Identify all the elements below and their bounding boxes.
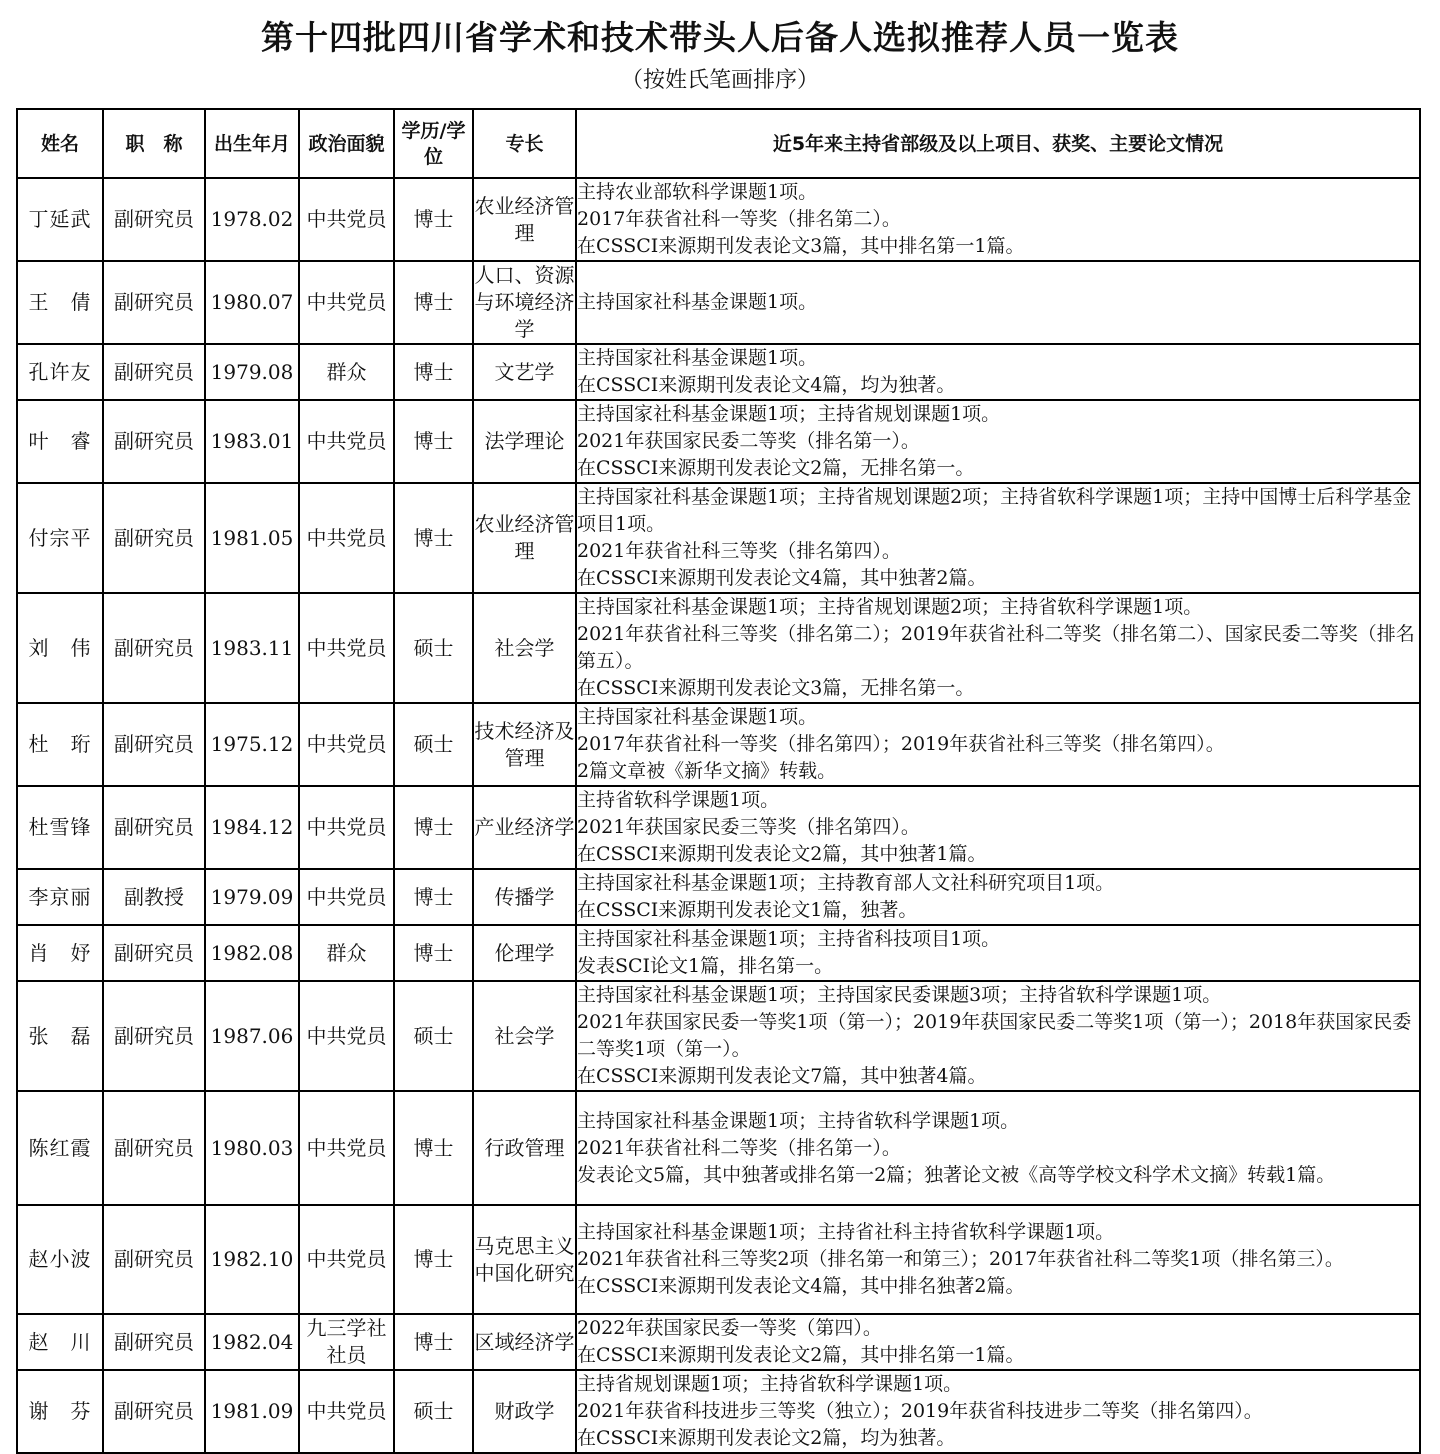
cell-political: 中共党员 [299, 261, 394, 344]
cell-specialty: 行政管理 [473, 1091, 576, 1205]
table-row [17, 1205, 1420, 1314]
detail-line: 主持国家社科基金课题1项；主持省规划课题1项。 [577, 403, 1001, 425]
cell-political: 中共党员 [299, 981, 394, 1091]
cell-title: 副研究员 [103, 1205, 205, 1314]
cell-details [576, 981, 1420, 1091]
detail-line: 2017年获省社科一等奖（排名第二）。 [577, 208, 901, 230]
detail-line: 主持省规划课题1项；主持省软科学课题1项。 [577, 1373, 963, 1395]
table-header-row [17, 109, 1420, 178]
cell-political: 中共党员 [299, 869, 394, 925]
cell-degree: 博士 [394, 1091, 473, 1205]
cell-details [576, 178, 1420, 261]
cell-specialty: 人口、资源与环境经济学 [473, 261, 576, 344]
detail-line: 在CSSCI来源期刊发表论文4篇，均为独著。 [577, 374, 956, 396]
cell-specialty: 农业经济管理 [473, 483, 576, 593]
header-specialty: 专长 [473, 109, 576, 178]
detail-line: 主持国家社科基金课题1项。 [577, 291, 818, 313]
cell-name: 刘 伟 [17, 593, 103, 703]
detail-line: 主持省软科学课题1项。 [577, 789, 780, 811]
cell-degree: 博士 [394, 869, 473, 925]
table-row [17, 344, 1420, 400]
document-subtitle: （按姓氏笔画排序） [620, 68, 819, 93]
detail-line: 2021年获国家民委三等奖（排名第四）。 [577, 816, 920, 838]
cell-specialty: 农业经济管理 [473, 178, 576, 261]
cell-name: 付宗平 [17, 483, 103, 593]
cell-degree: 博士 [394, 925, 473, 981]
cell-birth: 1981.09 [205, 1370, 299, 1453]
detail-line: 在CSSCI来源期刊发表论文1篇，独著。 [577, 899, 918, 921]
detail-line: 在CSSCI来源期刊发表论文7篇，其中独著4篇。 [577, 1065, 987, 1087]
cell-title: 副研究员 [103, 400, 205, 483]
detail-line: 2篇文章被《新华文摘》转载。 [577, 760, 837, 782]
cell-specialty: 法学理论 [473, 400, 576, 483]
cell-title: 副研究员 [103, 483, 205, 593]
cell-name: 赵小波 [17, 1205, 103, 1314]
cell-specialty: 伦理学 [473, 925, 576, 981]
cell-degree: 博士 [394, 400, 473, 483]
detail-line: 2021年获省社科三等奖（排名第二）；2019年获省社科二等奖（排名第二）、国家民委二等奖（排名第五）。 [577, 623, 1415, 672]
cell-details [576, 400, 1420, 483]
cell-political: 中共党员 [299, 1205, 394, 1314]
cell-details [576, 869, 1420, 925]
cell-birth: 1983.11 [205, 593, 299, 703]
table-row [17, 178, 1420, 261]
cell-details [576, 344, 1420, 400]
cell-specialty: 财政学 [473, 1370, 576, 1453]
cell-birth: 1978.02 [205, 178, 299, 261]
cell-title: 副研究员 [103, 344, 205, 400]
cell-title: 副研究员 [103, 786, 205, 869]
cell-birth: 1987.06 [205, 981, 299, 1091]
detail-line: 2017年获省社科一等奖（排名第四）；2019年获省社科三等奖（排名第四）。 [577, 733, 1225, 755]
cell-name: 陈红霞 [17, 1091, 103, 1205]
header-name: 姓名 [17, 109, 103, 178]
table-row [17, 703, 1420, 786]
table-row [17, 261, 1420, 344]
detail-line: 在CSSCI来源期刊发表论文2篇，无排名第一。 [577, 457, 975, 479]
detail-line: 在CSSCI来源期刊发表论文4篇，其中独著2篇。 [577, 567, 987, 589]
table-row [17, 786, 1420, 869]
cell-birth: 1979.08 [205, 344, 299, 400]
cell-details [576, 261, 1420, 344]
cell-specialty: 技术经济及管理 [473, 703, 576, 786]
cell-birth: 1982.08 [205, 925, 299, 981]
cell-title: 副研究员 [103, 1314, 205, 1370]
cell-title: 副研究员 [103, 593, 205, 703]
cell-degree: 博士 [394, 261, 473, 344]
detail-line: 在CSSCI来源期刊发表论文4篇，其中排名独著2篇。 [577, 1275, 1025, 1297]
cell-birth: 1983.01 [205, 400, 299, 483]
cell-specialty: 马克思主义中国化研究 [473, 1205, 576, 1314]
cell-degree: 硕士 [394, 1370, 473, 1453]
cell-degree: 硕士 [394, 703, 473, 786]
cell-political: 中共党员 [299, 1370, 394, 1453]
cell-name: 丁延武 [17, 178, 103, 261]
cell-political: 中共党员 [299, 1091, 394, 1205]
cell-political: 中共党员 [299, 703, 394, 786]
detail-line: 主持国家社科基金课题1项；主持省软科学课题1项。 [577, 1109, 1020, 1132]
cell-birth: 1981.05 [205, 483, 299, 593]
cell-details [576, 925, 1420, 981]
cell-name: 杜 珩 [17, 703, 103, 786]
cell-political: 中共党员 [299, 178, 394, 261]
detail-line: 主持国家社科基金课题1项；主持省社科主持省软科学课题1项。 [577, 1221, 1115, 1243]
cell-political: 中共党员 [299, 786, 394, 869]
detail-line: 主持国家社科基金课题1项。 [577, 347, 818, 369]
cell-title: 副研究员 [103, 178, 205, 261]
detail-line: 2021年获省社科二等奖（排名第一）。 [577, 1136, 901, 1159]
detail-line: 主持国家社科基金课题1项；主持省规划课题2项；主持省软科学课题1项。 [577, 596, 1203, 618]
header-birth: 出生年月 [205, 109, 299, 178]
cell-birth: 1984.12 [205, 786, 299, 869]
detail-line: 2022年获国家民委一等奖（第四）。 [577, 1317, 882, 1339]
cell-birth: 1975.12 [205, 703, 299, 786]
cell-title: 副研究员 [103, 703, 205, 786]
cell-degree: 博士 [394, 1205, 473, 1314]
cell-degree: 博士 [394, 344, 473, 400]
table-row [17, 593, 1420, 703]
cell-title: 副研究员 [103, 981, 205, 1091]
cell-name: 谢 芬 [17, 1370, 103, 1453]
detail-line: 主持农业部软科学课题1项。 [577, 181, 818, 203]
cell-degree: 博士 [394, 1314, 473, 1370]
detail-line: 在CSSCI来源期刊发表论文2篇，其中排名第一1篇。 [577, 1344, 1025, 1366]
cell-political: 九三学社社员 [299, 1314, 394, 1370]
cell-name: 肖 妤 [17, 925, 103, 981]
detail-line: 主持国家社科基金课题1项；主持省科技项目1项。 [577, 928, 1001, 950]
cell-specialty: 传播学 [473, 869, 576, 925]
cell-details [576, 786, 1420, 869]
cell-birth: 1979.09 [205, 869, 299, 925]
cell-title: 副研究员 [103, 261, 205, 344]
cell-degree: 博士 [394, 483, 473, 593]
cell-details [576, 1091, 1420, 1205]
cell-details [576, 703, 1420, 786]
table-row [17, 981, 1420, 1091]
detail-line: 发表SCI论文1篇，排名第一。 [577, 955, 834, 977]
detail-line: 2021年获省社科三等奖（排名第四）。 [577, 540, 901, 562]
cell-name: 王 倩 [17, 261, 103, 344]
cell-political: 群众 [299, 925, 394, 981]
cell-name: 杜雪锋 [17, 786, 103, 869]
table-row [17, 1314, 1420, 1370]
cell-political: 中共党员 [299, 483, 394, 593]
cell-details [576, 593, 1420, 703]
cell-name: 李京丽 [17, 869, 103, 925]
header-political: 政治面貌 [299, 109, 394, 178]
detail-line: 主持国家社科基金课题1项；主持教育部人文社科研究项目1项。 [577, 872, 1115, 894]
cell-birth: 1982.10 [205, 1205, 299, 1314]
header-details: 近5年来主持省部级及以上项目、获奖、主要论文情况 [576, 109, 1420, 178]
detail-line: 在CSSCI来源期刊发表论文3篇，其中排名第一1篇。 [577, 235, 1025, 257]
cell-specialty: 产业经济学 [473, 786, 576, 869]
detail-line: 主持国家社科基金课题1项；主持省规划课题2项；主持省软科学课题1项；主持中国博士后科学基金项目1项。 [577, 486, 1412, 535]
detail-line: 2021年获国家民委二等奖（排名第一）。 [577, 430, 920, 452]
detail-line: 在CSSCI来源期刊发表论文3篇，无排名第一。 [577, 677, 975, 699]
cell-specialty: 社会学 [473, 981, 576, 1091]
detail-line: 2021年获省科技进步三等奖（独立）；2019年获省科技进步二等奖（排名第四）。 [577, 1400, 1263, 1422]
candidate-table [16, 108, 1421, 1454]
cell-details [576, 1370, 1420, 1453]
cell-degree: 博士 [394, 786, 473, 869]
detail-line: 在CSSCI来源期刊发表论文2篇，均为独著。 [577, 1427, 956, 1449]
cell-specialty: 文艺学 [473, 344, 576, 400]
detail-line: 主持国家社科基金课题1项；主持国家民委课题3项；主持省软科学课题1项。 [577, 984, 1222, 1006]
cell-degree: 博士 [394, 178, 473, 261]
cell-title: 副教授 [103, 869, 205, 925]
cell-specialty: 区域经济学 [473, 1314, 576, 1370]
cell-degree: 硕士 [394, 981, 473, 1091]
cell-birth: 1980.03 [205, 1091, 299, 1205]
detail-line: 发表论文5篇，其中独著或排名第一2篇；独著论文被《高等学校文科学术文摘》转载1篇。 [577, 1163, 1336, 1186]
table-row [17, 869, 1420, 925]
table-row [17, 1370, 1420, 1453]
cell-name: 张 磊 [17, 981, 103, 1091]
header-degree: 学历/学位 [394, 109, 473, 178]
cell-specialty: 社会学 [473, 593, 576, 703]
document-title: 第十四批四川省学术和技术带头人后备人选拟推荐人员一览表 [261, 18, 1179, 57]
cell-name: 叶 睿 [17, 400, 103, 483]
detail-line: 主持国家社科基金课题1项。 [577, 706, 818, 728]
detail-line: 在CSSCI来源期刊发表论文2篇，其中独著1篇。 [577, 843, 987, 865]
cell-name: 孔许友 [17, 344, 103, 400]
table-row [17, 925, 1420, 981]
header-title: 职 称 [103, 109, 205, 178]
detail-line: 2021年获省社科三等奖2项（排名第一和第三）；2017年获省社科二等奖1项（排名第三）。 [577, 1248, 1344, 1270]
cell-details [576, 1314, 1420, 1370]
cell-details [576, 483, 1420, 593]
cell-birth: 1982.04 [205, 1314, 299, 1370]
table-row [17, 483, 1420, 593]
cell-political: 中共党员 [299, 400, 394, 483]
cell-details [576, 1205, 1420, 1314]
cell-political: 中共党员 [299, 593, 394, 703]
cell-degree: 硕士 [394, 593, 473, 703]
cell-title: 副研究员 [103, 1091, 205, 1205]
table-body [17, 178, 1420, 1453]
table-row [17, 400, 1420, 483]
cell-birth: 1980.07 [205, 261, 299, 344]
cell-name: 赵 川 [17, 1314, 103, 1370]
cell-title: 副研究员 [103, 1370, 205, 1453]
detail-line: 2021年获国家民委一等奖1项（第一）；2019年获国家民委二等奖1项（第一）；2018年获国家民委二等奖1项（第一）。 [577, 1011, 1412, 1060]
table-row [17, 1091, 1420, 1205]
cell-political: 群众 [299, 344, 394, 400]
cell-title: 副研究员 [103, 925, 205, 981]
